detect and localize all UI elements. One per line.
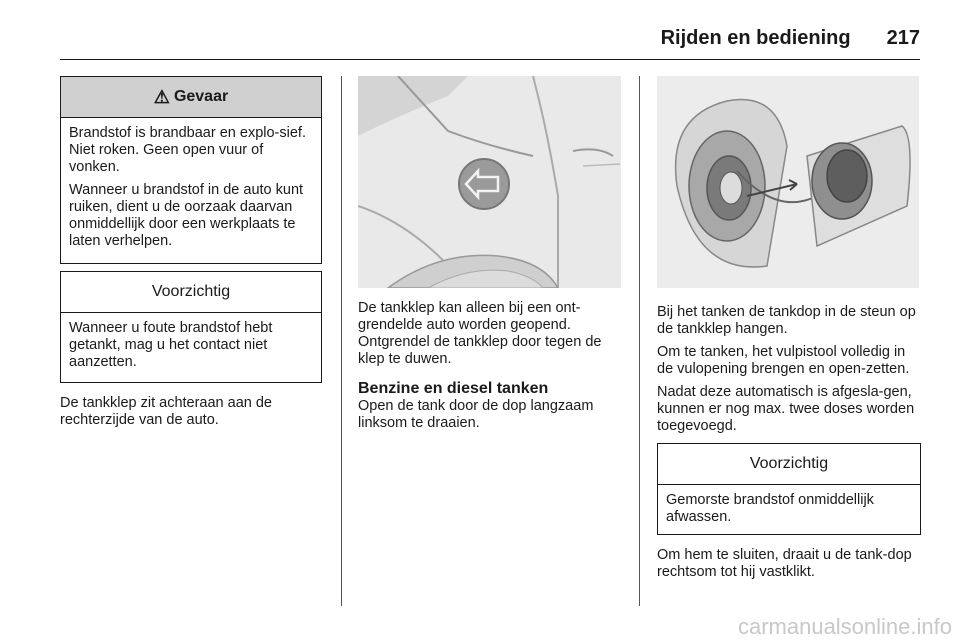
car-side-drawing bbox=[358, 76, 621, 288]
danger-box-header bbox=[61, 77, 321, 118]
caution-box bbox=[60, 271, 322, 383]
caution-box bbox=[657, 443, 921, 535]
caution-title: Voorzichtig bbox=[151, 283, 231, 300]
caution-box-body bbox=[61, 313, 321, 379]
danger-box bbox=[60, 76, 322, 264]
page-header bbox=[60, 18, 920, 60]
column-divider-1 bbox=[341, 76, 342, 606]
paragraph: Nadat deze automatisch is afgesla-gen, kunnen er nog max. twee doses worden toegevoegd. bbox=[657, 384, 915, 434]
danger-text-2: Wanneer u brandstof in de auto kunt ruiken, dient u de oorzaak daarvan onmiddellijk door een werkplaats te laten verhelpen. bbox=[69, 182, 304, 249]
paragraph: Om hem te sluiten, draait u de tank-dop rechtsom tot hij vastklikt. bbox=[657, 547, 912, 580]
danger-box-body bbox=[61, 118, 321, 258]
section-title: Rijden en bediening bbox=[660, 27, 851, 49]
column-1 bbox=[60, 76, 322, 435]
warning-triangle-icon: ⚠ bbox=[153, 86, 170, 107]
danger-title: Gevaar bbox=[173, 88, 229, 105]
paragraph: Om te tanken, het vulpistool volledig in de vulopening brengen en open-zetten. bbox=[657, 344, 910, 377]
car-fuel-flap-illustration bbox=[358, 76, 621, 288]
column-2 bbox=[358, 300, 624, 438]
paragraph: Open de tank door de dop langzaam linksom te draaien. bbox=[358, 398, 594, 431]
danger-text-1: Brandstof is brandbaar en explo-sief. Niet roken. Geen open vuur of vonken. bbox=[69, 125, 306, 175]
caution-box-header bbox=[658, 444, 920, 485]
caution-box-body bbox=[658, 485, 920, 534]
column-divider-2 bbox=[639, 76, 640, 606]
body-text bbox=[60, 395, 322, 429]
paragraph: Bij het tanken de tankdop in de steun op de tankklep hangen. bbox=[657, 304, 916, 337]
section-heading: Benzine en diesel tanken bbox=[358, 380, 549, 397]
caution-box-header bbox=[61, 272, 321, 313]
paragraph: De tankklep zit achteraan aan de rechterzijde van de auto. bbox=[60, 395, 272, 428]
paragraph: De tankklep kan alleen bij een ont-grendelde auto worden geopend. Ontgrendel de tankklep door tegen de klep te duwen. bbox=[358, 300, 602, 367]
caution-text: Gemorste brandstof onmiddellijk afwassen. bbox=[666, 492, 874, 525]
watermark: carmanualsonline.info bbox=[737, 614, 952, 639]
fuel-cap-illustration bbox=[657, 76, 919, 288]
page-number: 217 bbox=[886, 27, 920, 49]
caution-text: Wanneer u foute brandstof hebt getankt, mag u het contact niet aanzetten. bbox=[69, 320, 273, 370]
caution-title: Voorzichtig bbox=[749, 455, 829, 472]
column-3 bbox=[657, 304, 921, 587]
fuel-cap-drawing bbox=[657, 76, 919, 288]
